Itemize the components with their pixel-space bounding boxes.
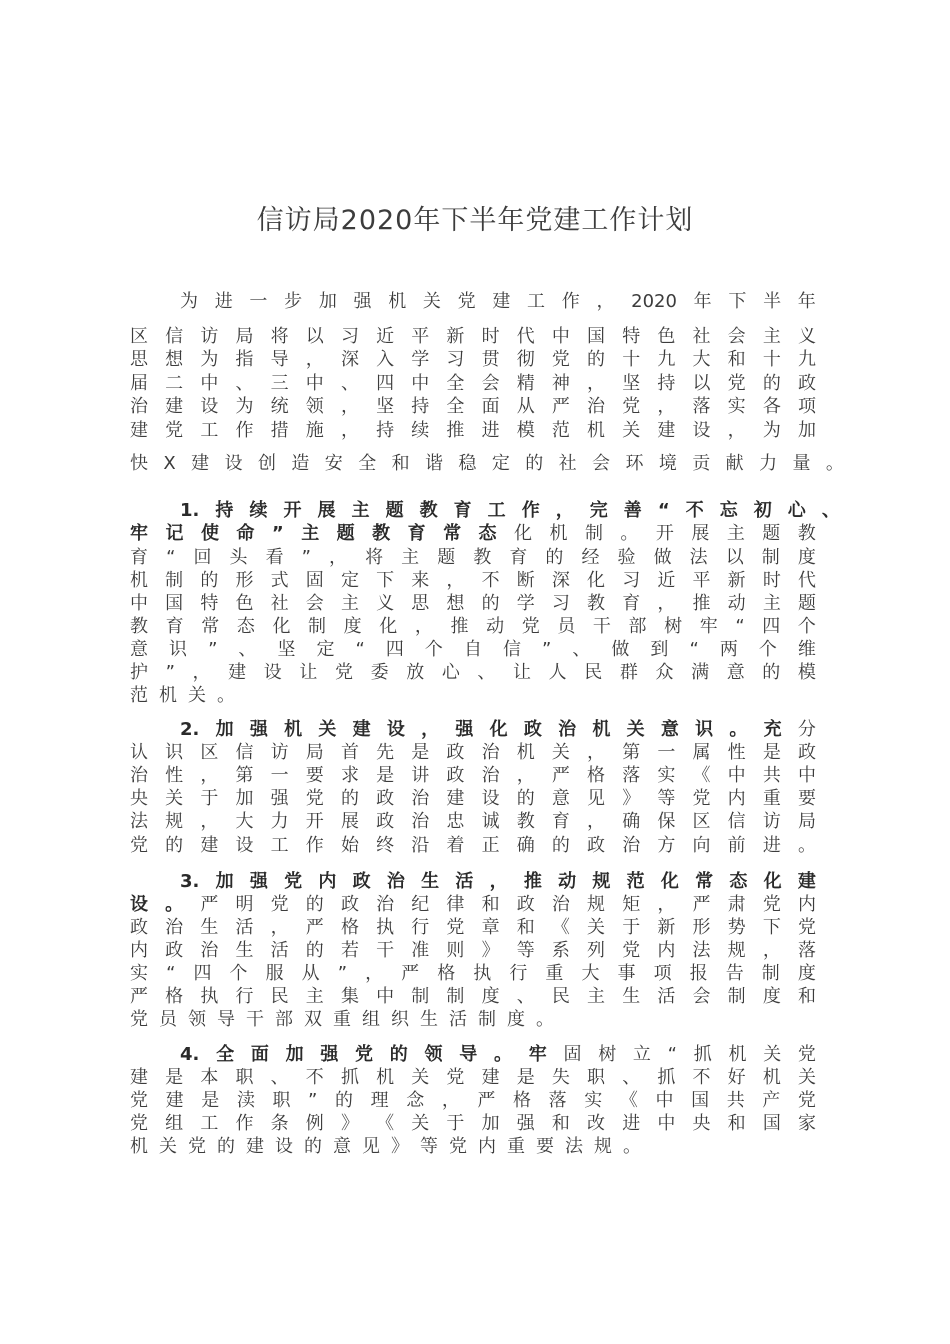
paragraph-line: 内 政 治 生 活 的 若 干 准 则 》 等 系 列 党 内 法 规 ， 落 — [130, 940, 816, 961]
paragraph-line: 思 想 为 指 导 ， 深 入 学 习 贯 彻 党 的 十 九 大 和 十 九 — [130, 349, 816, 370]
paragraph-line: 治 性 ， 第 一 要 求 是 讲 政 治 ， 严 格 落 实 《 中 共 中 — [130, 765, 816, 786]
paragraph-line: 快 X 建 设 创 造 安 全 和 谐 稳 定 的 社 会 环 境 贡 献 力 量 。 — [130, 453, 844, 474]
paragraph-line: 实 “ 四 个 服 从 ” ， 严 格 执 行 重 大 事 项 报 告 制 度 — [130, 963, 816, 984]
paragraph-line: 认 识 区 信 访 局 首 先 是 政 治 机 关 ， 第 一 属 性 是 政 — [130, 742, 816, 763]
paragraph-line: 中 国 特 色 社 会 主 义 思 想 的 学 习 教 育 ， 推 动 主 题 — [130, 593, 816, 614]
paragraph-line: 建 是 本 职 、 不 抓 机 关 党 建 是 失 职 、 抓 不 好 机 关 — [130, 1067, 816, 1088]
paragraph-line: 区 信 访 局 将 以 习 近 平 新 时 代 中 国 特 色 社 会 主 义 — [130, 326, 816, 347]
paragraph-line: 4. 全 面 加 强 党 的 领 导 。 牢 固 树 立 “ 抓 机 关 党 — [180, 1044, 816, 1065]
paragraph-line: 护 ” ， 建 设 让 党 委 放 心 、 让 人 民 群 众 满 意 的 模 — [130, 662, 816, 683]
paragraph-line: 党 员 领 导 干 部 双 重 组 织 生 活 制 度 。 — [130, 1009, 554, 1030]
paragraph-line: 政 治 生 活 ， 严 格 执 行 党 章 和 《 关 于 新 形 势 下 党 — [130, 917, 816, 938]
paragraph-line: 党 组 工 作 条 例 》 《 关 于 加 强 和 改 进 中 央 和 国 家 — [130, 1113, 816, 1134]
paragraph-line: 严 格 执 行 民 主 集 中 制 制 度 、 民 主 生 活 会 制 度 和 — [130, 986, 816, 1007]
paragraph-line: 范 机 关 。 — [130, 685, 235, 706]
document-title: 信访局2020年下半年党建工作计划 — [256, 205, 694, 236]
paragraph-line: 设 。 严 明 党 的 政 治 纪 律 和 政 治 规 矩 ， 严 肃 党 内 — [130, 894, 816, 915]
paragraph-line: 治 建 设 为 统 领 ， 坚 持 全 面 从 严 治 党 ， 落 实 各 项 — [130, 396, 816, 417]
paragraph-line: 央 关 于 加 强 党 的 政 治 建 设 的 意 见 》 等 党 内 重 要 — [130, 788, 816, 809]
paragraph-line: 党 建 是 渎 职 ” 的 理 念 ， 严 格 落 实 《 中 国 共 产 党 — [130, 1090, 816, 1111]
paragraph-line: 3. 加 强 党 内 政 治 生 活 ， 推 动 规 范 化 常 态 化 建 — [180, 871, 816, 892]
paragraph-line: 育 “ 回 头 看 ” ， 将 主 题 教 育 的 经 验 做 法 以 制 度 — [130, 547, 816, 568]
paragraph-line: 建 党 工 作 措 施 ， 持 续 推 进 模 范 机 关 建 设 ， 为 加 — [130, 420, 816, 441]
paragraph-line: 机 制 的 形 式 固 定 下 来 ， 不 断 深 化 习 近 平 新 时 代 — [130, 570, 816, 591]
paragraph-line: 2. 加 强 机 关 建 设 ， 强 化 政 治 机 关 意 识 。 充 分 — [180, 719, 816, 740]
paragraph-line: 机 关 党 的 建 设 的 意 见 》 等 党 内 重 要 法 规 。 — [130, 1136, 641, 1157]
paragraph-line: 为 进 一 步 加 强 机 关 党 建 工 作 ， 2020 年 下 半 年 — [180, 291, 816, 312]
paragraph-line: 教 育 常 态 化 制 度 化 ， 推 动 党 员 干 部 树 牢 “ 四 个 — [130, 616, 816, 637]
paragraph-line: 党 的 建 设 工 作 始 终 沿 着 正 确 的 政 治 方 向 前 进 。 — [130, 835, 816, 856]
paragraph-line: 意 识 ” 、 坚 定 “ 四 个 自 信 ” 、 做 到 “ 两 个 维 — [130, 639, 816, 660]
paragraph-line: 牢 记 使 命 ” 主 题 教 育 常 态 化 机 制 。 开 展 主 题 教 — [130, 523, 816, 544]
paragraph-line: 届 二 中 、 三 中 、 四 中 全 会 精 神 ， 坚 持 以 党 的 政 — [130, 373, 816, 394]
paragraph-line: 1. 持 续 开 展 主 题 教 育 工 作 ， 完 善 “ 不 忘 初 心 、 — [180, 500, 840, 521]
paragraph-line: 法 规 ， 大 力 开 展 政 治 忠 诚 教 育 ， 确 保 区 信 访 局 — [130, 811, 816, 832]
